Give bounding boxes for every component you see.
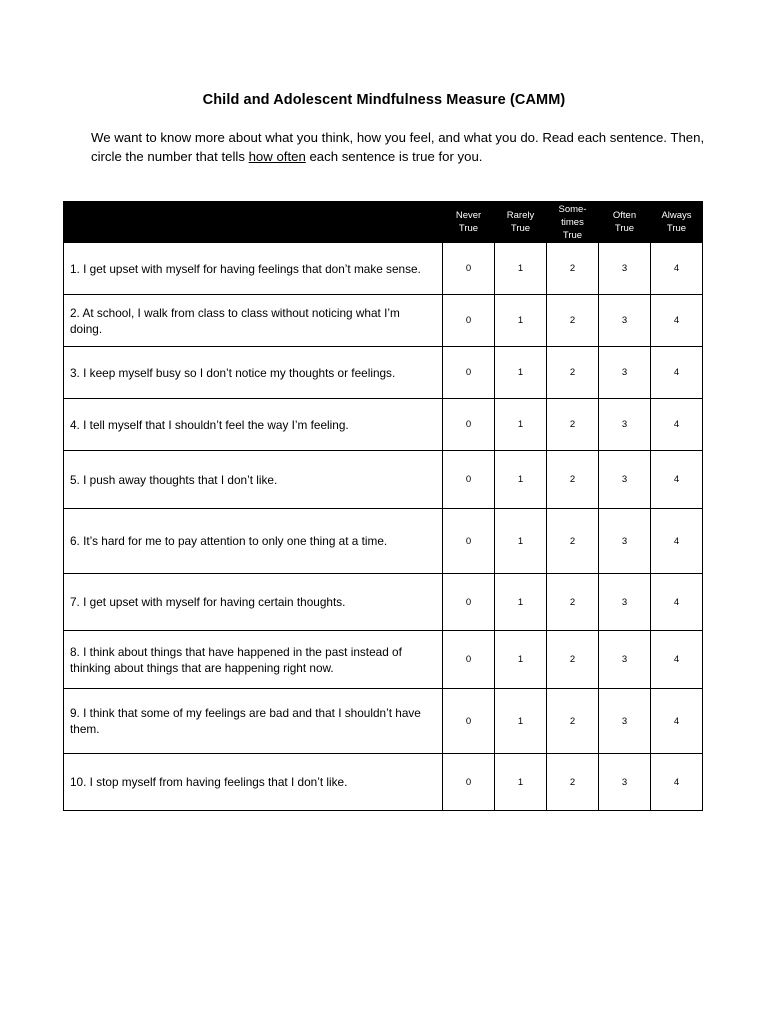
item-text: 2. At school, I walk from class to class without noticing what I’m doing. <box>64 295 443 347</box>
item-text: 9. I think that some of my feelings are bad and that I shouldn’t have them. <box>64 689 443 754</box>
score-option[interactable]: 2 <box>547 347 599 399</box>
score-option[interactable]: 3 <box>599 295 651 347</box>
item-text: 8. I think about things that have happened in the past instead of thinking about things that are happening right now. <box>64 631 443 689</box>
table-row <box>64 295 703 347</box>
table-row <box>64 754 703 811</box>
instructions-text-end: each sentence is true for you. <box>305 149 483 164</box>
score-option[interactable]: 4 <box>651 295 703 347</box>
column-header-label: Always True <box>661 210 692 234</box>
score-option[interactable]: 2 <box>547 754 599 811</box>
score-option[interactable]: 0 <box>443 451 495 509</box>
score-option[interactable]: 3 <box>599 243 651 295</box>
table-row <box>64 243 703 295</box>
item-text: 5. I push away thoughts that I don’t like. <box>64 451 443 509</box>
column-header-never <box>443 202 495 243</box>
score-option[interactable]: 3 <box>599 689 651 754</box>
score-option[interactable]: 1 <box>495 295 547 347</box>
item-text: 3. I keep myself busy so I don’t notice my thoughts or feelings. <box>64 347 443 399</box>
score-option[interactable]: 3 <box>599 451 651 509</box>
header-corner-cell <box>64 202 443 243</box>
score-option[interactable]: 1 <box>495 243 547 295</box>
score-option[interactable]: 3 <box>599 399 651 451</box>
column-header-rarely <box>495 202 547 243</box>
score-option[interactable]: 0 <box>443 574 495 631</box>
score-option[interactable]: 3 <box>599 631 651 689</box>
score-option[interactable]: 0 <box>443 509 495 574</box>
instructions-emphasis: how often <box>248 149 306 164</box>
score-option[interactable]: 4 <box>651 631 703 689</box>
score-option[interactable]: 3 <box>599 574 651 631</box>
score-option[interactable]: 2 <box>547 574 599 631</box>
table-row <box>64 631 703 689</box>
score-option[interactable]: 3 <box>599 754 651 811</box>
column-header-sometimes <box>547 202 599 243</box>
score-option[interactable]: 1 <box>495 574 547 631</box>
score-option[interactable]: 2 <box>547 243 599 295</box>
score-option[interactable]: 0 <box>443 243 495 295</box>
score-option[interactable]: 4 <box>651 451 703 509</box>
score-option[interactable]: 1 <box>495 754 547 811</box>
score-option[interactable]: 0 <box>443 347 495 399</box>
score-option[interactable]: 0 <box>443 399 495 451</box>
table-row <box>64 451 703 509</box>
item-text: 1. I get upset with myself for having feelings that don’t make sense. <box>64 243 443 295</box>
column-header-often <box>599 202 651 243</box>
table-row <box>64 574 703 631</box>
item-text: 7. I get upset with myself for having certain thoughts. <box>64 574 443 631</box>
score-option[interactable]: 2 <box>547 631 599 689</box>
score-option[interactable]: 1 <box>495 451 547 509</box>
instructions <box>91 128 711 166</box>
table-row <box>64 689 703 754</box>
score-option[interactable]: 2 <box>547 689 599 754</box>
score-option[interactable]: 0 <box>443 295 495 347</box>
column-header-label: Some- times True <box>558 203 587 241</box>
item-text: 4. I tell myself that I shouldn’t feel the way I’m feeling. <box>64 399 443 451</box>
item-text: 10. I stop myself from having feelings that I don’t like. <box>64 754 443 811</box>
score-option[interactable]: 0 <box>443 754 495 811</box>
table-row <box>64 509 703 574</box>
page-title: Child and Adolescent Mindfulness Measure (CAMM) <box>202 92 566 108</box>
column-header-always <box>651 202 703 243</box>
table-row <box>64 347 703 399</box>
score-option[interactable]: 0 <box>443 631 495 689</box>
instructions-text: We want to know more about what you think, how you feel, and what you do. Read each sentence. Then, circle the number that tells <box>91 130 705 164</box>
score-option[interactable]: 0 <box>443 689 495 754</box>
column-header-label: Often True <box>612 210 637 234</box>
score-option[interactable]: 1 <box>495 631 547 689</box>
score-option[interactable]: 2 <box>547 451 599 509</box>
table-row <box>64 399 703 451</box>
score-option[interactable]: 4 <box>651 509 703 574</box>
score-option[interactable]: 1 <box>495 509 547 574</box>
table-header-row <box>64 202 703 243</box>
column-header-label: Rarely True <box>506 210 535 234</box>
camm-table <box>63 201 703 811</box>
column-header-label: Never True <box>455 210 482 234</box>
score-option[interactable]: 4 <box>651 689 703 754</box>
item-text: 6. It’s hard for me to pay attention to only one thing at a time. <box>64 509 443 574</box>
score-option[interactable]: 4 <box>651 754 703 811</box>
score-option[interactable]: 2 <box>547 509 599 574</box>
score-option[interactable]: 4 <box>651 399 703 451</box>
score-option[interactable]: 1 <box>495 689 547 754</box>
score-option[interactable]: 4 <box>651 574 703 631</box>
score-option[interactable]: 1 <box>495 347 547 399</box>
score-option[interactable]: 3 <box>599 509 651 574</box>
score-option[interactable]: 4 <box>651 347 703 399</box>
score-option[interactable]: 1 <box>495 399 547 451</box>
score-option[interactable]: 3 <box>599 347 651 399</box>
score-option[interactable]: 4 <box>651 243 703 295</box>
score-option[interactable]: 2 <box>547 399 599 451</box>
score-option[interactable]: 2 <box>547 295 599 347</box>
